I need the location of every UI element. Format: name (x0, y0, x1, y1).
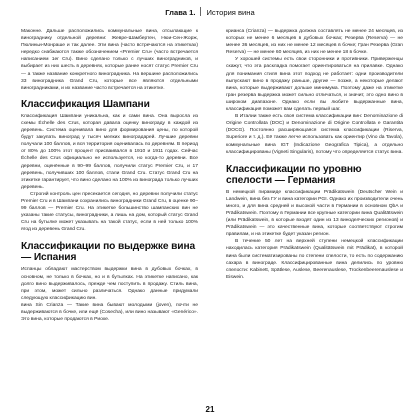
paragraph: крианса (Crianza) — выдержка должна составлять не менее 24 месяцев, из которых не менее 6 месяцев в дубовых бочках; Резерва (Reserva) — не менее 36 месяцев, из них не менее 12 месяцев в бочке; Гран Резерва (Gran Reserva) — не менее 60 месяцев, из них не менее 18 в бочке. (226, 29, 403, 56)
chapter-label: Глава 1. (165, 8, 196, 17)
running-head (0, 7, 420, 21)
paragraph: В течение 50 лет на верхней ступени немецкой классификации находилась категория Prädikatswein (Qualitätswein mit Prädikat), в которой вина были систематизированы по степени спелости, то есть по содержанию сахара в винограде. Классифицированные вина делились по уровню спелости: Kabinett, Spätlese, Auslese, Beerenauslese, Trockenbeerenauslese и Eiswein. (226, 239, 403, 280)
section-heading-germany: Классификации по уровню спелости — Германия (226, 163, 362, 186)
paragraph: У хорошей системы есть свои сторонники и противники. Приверженцы скажут, что эта раскладка помогает ориентироваться на прилавке. Однако для понимания стиля вина этот подход не работает: одни производители выпускают вино в продажу раньше, другие — позже, а некоторые делают вина, которые выдерживают дольше минимума. Поэтому даже на этикетке гран резерва выдержка может сильно отличаться, и значит, это одно вино в широком диапазоне. Однако если вы любите выдержанные вина, классификация поможет вам сделать первый шаг. (226, 57, 403, 113)
left-column (21, 28, 198, 323)
paragraph: Классификация Шампани уникальна, как и сами вина. Она выросла из схемы Échelle des Crus, которая давала оценку винограду в каждой из деревень. Система оценивала вино для формирования цены, по которой будут закупать виноград у тысяч мелких виноградарей. Лучшие деревни получали 100 баллов, и вся территория оценивалась по деревням. В период от 80% до 100% этот процент присваивался в 1910 и 1911 годах. Сейчас Échelle des Crus официально не используется, но когда-то деревни. Все деревни, оценённые в 90–99 баллов, получили статус Premier Cru, и 17 деревень, получивших 100 баллов, стали Grand Cru. Статус Grand Cru на этикетке гарантирует, что вино сделано на 100% из винограда только лучших деревень. (21, 113, 198, 190)
paragraph: В немецкой пирамиде классификации Prädikatswein (Deutscher Wein и Landwein, вина без ГУ и вина категории PGI. Однако их производители очень много, и для вина средней и высокой части в Германии в основном QbA и Prädikatswein. Поэтому в Германии все крупные категории вина Qualitätswein (или Prädikatswein, в которые входят один из 13 виноделческих регионов) и Prädikatswein — это качественные вина, которые соответствуют строгим правилам, и на этикетке будет указан регион. (226, 189, 403, 238)
header-divider (200, 7, 201, 16)
paragraph: Строгий контроль цен пресекается сегодня, но деревни получили статус Premier Cru и в Шампани сохранились виноградники Grand Cru, в оценке 90–99 баллов — Premier Cru. На этикетке большинство шампанских вин не указаны такие статусы, виноградники, а лишь на дом, который статус Grand Cru на бутылке может указывать на такой статус, если в ней только 100% ягод из деревень Grand Cru. (21, 191, 198, 233)
paragraph: В Италии также есть своя система классификации вин: Denominazione di Origine Controllata (DOC) и Denominazione di Origine Controllata e Garantita (DOCG). Постоянно расширяющаяся система классификации (Riserva, Superiore и т. д.). Её также легче использовать как ориентир (Vino da Tavola), коммунальные вина IGT (Indicazione Geografica Tipica), а отдельно классифицированы (Vigneti Singularis), потому что определяется статус вина. (226, 114, 403, 155)
right-column (226, 28, 403, 281)
paragraph: Испанцы обладают мастерством выдержки вина в дубовых бочках, в основном, не только в бочках, но и в бутылках. На этикетке написано, как долго вино выдерживалось, прежде чем поступить в продажу. Стиль вина, при этом, может сильно различаться. Однако данные придумали следующую классификацию вин. (21, 267, 198, 301)
section-heading-spain: Классификации по выдержке вина — Испания (21, 241, 196, 264)
paragraph: вина Sin Crianza — Такие вина бывают молодыми (joven), почти не выдерживаются в бочке, или ещё (Cosecha), или вино называют «Genérico». Это вина, которые продаются в Риохе. (21, 302, 198, 323)
chapter-title: История вина (206, 8, 255, 17)
page-number: 21 (205, 405, 215, 414)
paragraph: Маконне. Дальше расположились коммунальные вина, отсылающие к винограднику отдельной деревни: Жевре-Шамбертен, Нюи-Сен-Жорж, Пюлиньи-Монраше и так далее. Эти вина (часто встречаются на этикетках) нередко снабжаются также обозначением «Premier Cru» (часто встречается написанием 1er Cru). Вино сделано только с лучших виноградников, и выбирает из них шесть в деревнях, которые ранее носят статус Premier Cru — а также название конкретного виноградника. На вершине расположились 33 виноградника Grand Cru, которые все являются отдельными виноградниками, и их название часто встречается на этикетке. (21, 29, 198, 91)
section-heading-champagne: Классификация Шампани (21, 98, 150, 110)
